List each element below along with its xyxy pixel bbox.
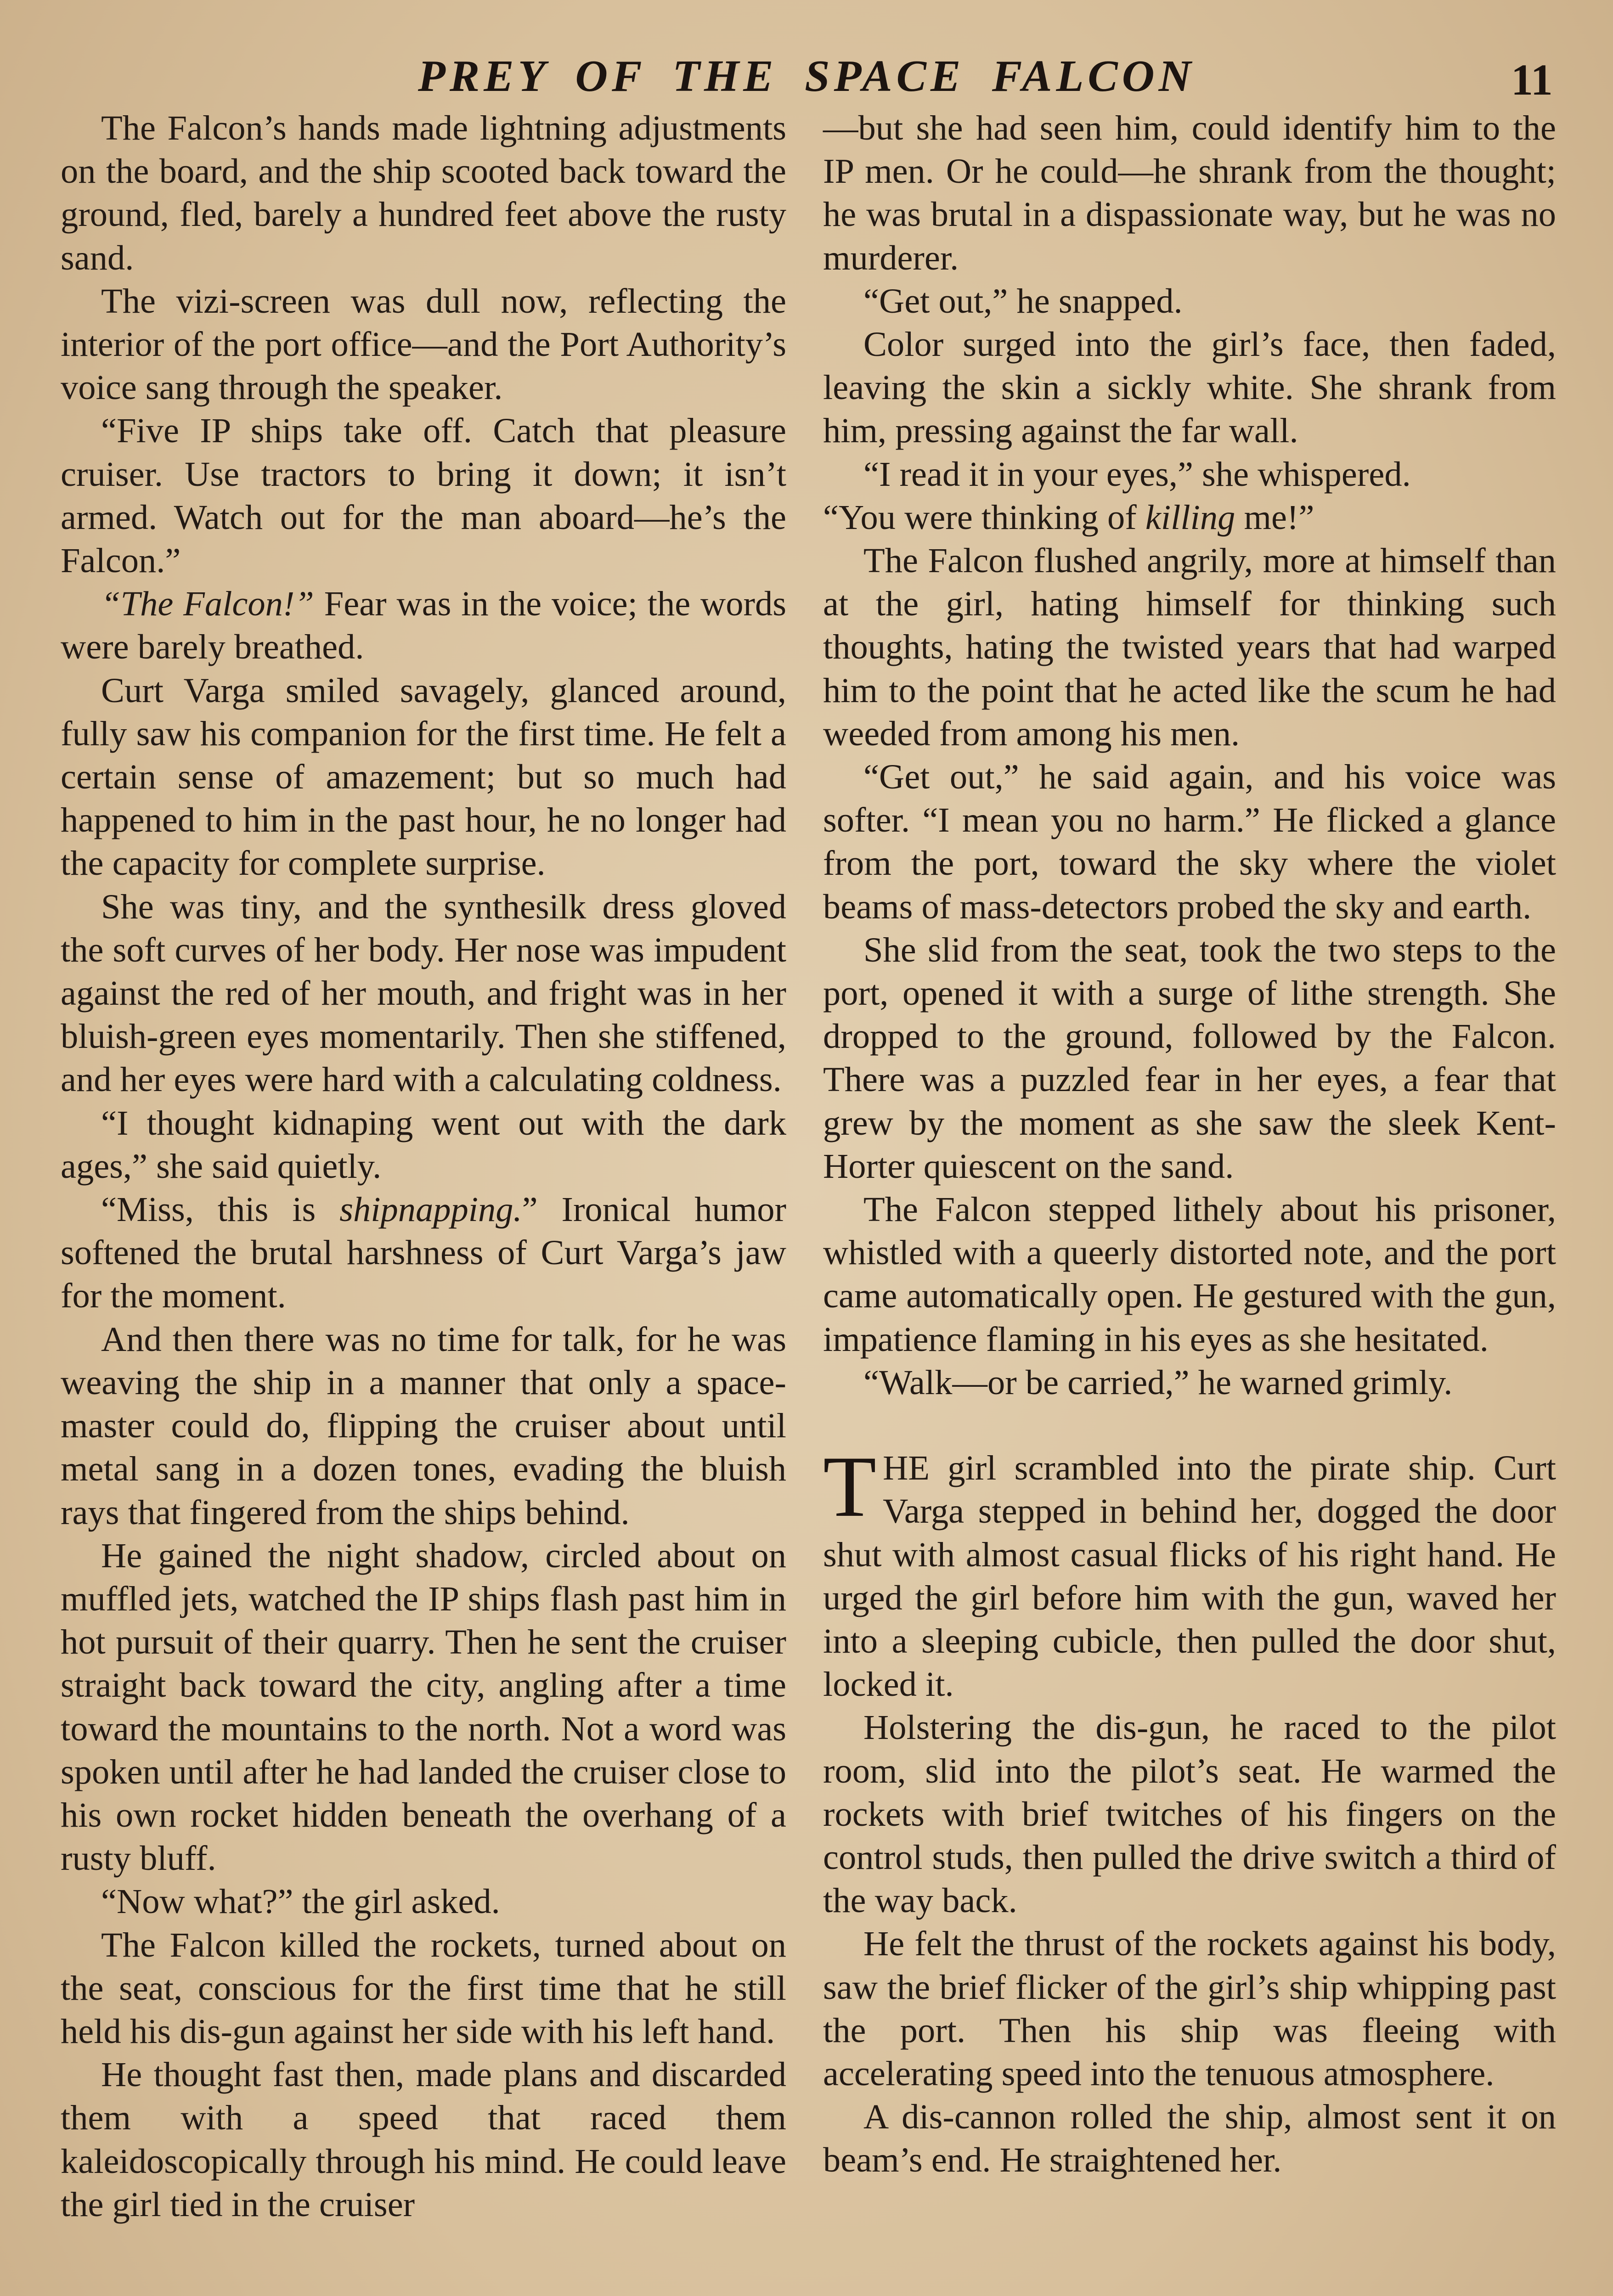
paragraph: Color surged into the girl’s face, then faded, leaving the skin a sickly white. She shrank from him, pressing against the far wall. [823, 325, 1556, 450]
paragraph: She slid from the seat, took the two steps to the port, opened it with a surge of lithe strength. She dropped to the ground, followed by the Falcon. There was a puzzled fear in her eyes, a fear that grew by the moment as she saw the sleek Kent-Horter quiescent on the sand. [823, 930, 1556, 1186]
paragraph: She was tiny, and the synthesilk dress gloved the soft curves of her body. Her nose was impudent against the red of her mouth, and fright was in her bluish-green eyes momentarily. Then she stiffened, and her eyes were hard with a calculating coldness. [61, 887, 786, 1099]
page-number: 11 [1511, 55, 1553, 104]
paragraph: “Get out,” he said again, and his voice was softer. “I mean you no harm.” He flicked a glance from the port, toward the sky where the violet beams of mass-detectors probed the sky and earth. [823, 757, 1556, 926]
paragraph: “I thought kidnaping went out with the dark ages,” she said quietly. [61, 1103, 786, 1186]
italic-phrase: killing [1145, 497, 1235, 537]
paragraph: Curt Varga smiled savagely, glanced around, fully saw his companion for the first time. He felt a certain sense of amazement; but so much had happened to him in the past hour, he no longer had the capacity for complete surprise. [61, 670, 786, 883]
paragraph: He felt the thrust of the rockets against his body, saw the brief flicker of the girl’s ship whipping past the port. Then his ship was fleeing with accelerating speed into the tenuous atmosphere. [823, 1924, 1556, 2093]
left-column [61, 107, 786, 2226]
running-title: PREY OF THE SPACE FALCON [418, 51, 1196, 101]
paragraph: Holstering the dis-gun, he raced to the pilot room, slid into the pilot’s seat. He warmed the rockets with brief twitches of his fingers on the control studs, then pulled the drive switch a third of the way back. [823, 1708, 1556, 1920]
drop-cap: T [823, 1439, 877, 1536]
paragraph: The Falcon flushed angrily, more at himself than at the girl, hating himself for thinking such thoughts, hating the twisted years that had warped him to the point that he acted like the scum he had weeded from among his men. [823, 541, 1556, 753]
paragraph: “You were thinking of killing me!” [823, 497, 1314, 537]
paragraph: “I read it in your eyes,” she whispered. [863, 454, 1411, 494]
paragraph: “Now what?” the girl asked. [101, 1882, 500, 1921]
paragraph: “Miss, this is shipnapping.” Ironical humor softened the brutal harshness of Curt Varga’s jaw for the moment. [61, 1190, 786, 1316]
paragraph: “The Falcon!” Fear was in the voice; the words were barely breathed. [61, 584, 786, 667]
paragraph: He gained the night shadow, circled about on muffled jets, watched the IP ships flash past him in hot pursuit of their quarry. Then he sent the cruiser straight back toward the city, angling after a time toward the mountains to the north. Not a word was spoken until after he had landed the cruiser close to his own rocket hidden beneath the overhang of a rusty bluff. [61, 1536, 786, 1878]
paragraph: “Five IP ships take off. Catch that pleasure cruiser. Use tractors to bring it down; it isn’t armed. Watch out for the man aboard—he’s the Falcon.” [61, 411, 786, 580]
section-paragraph: THE girl scrambled into the pirate ship. Curt Varga stepped in behind her, dogged the door shut with almost casual flicks of his right hand. He urged the girl before him with the gun, waved her into a sleeping cubicle, then pulled the door shut, locked it. [823, 1439, 1556, 1704]
paragraph: The Falcon’s hands made lightning adjustments on the board, and the ship scooted back toward the ground, fled, barely a hundred feet above the rusty sand. [61, 108, 786, 277]
paragraph: The Falcon stepped lithely about his prisoner, whistled with a queerly distorted note, and the port came automatically open. He gestured with the gun, impatience flaming in his eyes as she hesitated. [823, 1190, 1556, 1359]
paragraph: “Walk—or be carried,” he warned grimly. [863, 1362, 1453, 1402]
paragraph: “Get out,” he snapped. [863, 281, 1183, 321]
right-column [823, 107, 1556, 2182]
paragraph: The vizi-screen was dull now, reflecting the interior of the port office—and the Port Authority’s voice sang through the speaker. [61, 281, 786, 407]
paragraph: —but she had seen him, could identify him to the IP men. Or he could—he shrank from the thought; he was brutal in a dispassionate way, but he was no murderer. [823, 108, 1556, 277]
page-header [0, 51, 1613, 110]
italic-phrase: shipnapping. [339, 1190, 522, 1229]
italic-phrase: “The Falcon!” [101, 584, 314, 624]
paragraph: And then there was no time for talk, for he was weaving the ship in a manner that only a space-master could do, flipping the cruiser about until metal sang in a dozen tones, evading the bluish rays that fingered from the ships behind. [61, 1319, 786, 1532]
paragraph: He thought fast then, made plans and discarded them with a speed that raced them kaleidoscopically through his mind. He could leave the girl tied in the cruiser [61, 2055, 786, 2224]
paragraph: The Falcon killed the rockets, turned about on the seat, conscious for the first time that he still held his dis-gun against her side with his left hand. [61, 1925, 786, 2051]
paragraph: A dis-cannon rolled the ship, almost sent it on beam’s end. He straightened her. [823, 2097, 1556, 2180]
